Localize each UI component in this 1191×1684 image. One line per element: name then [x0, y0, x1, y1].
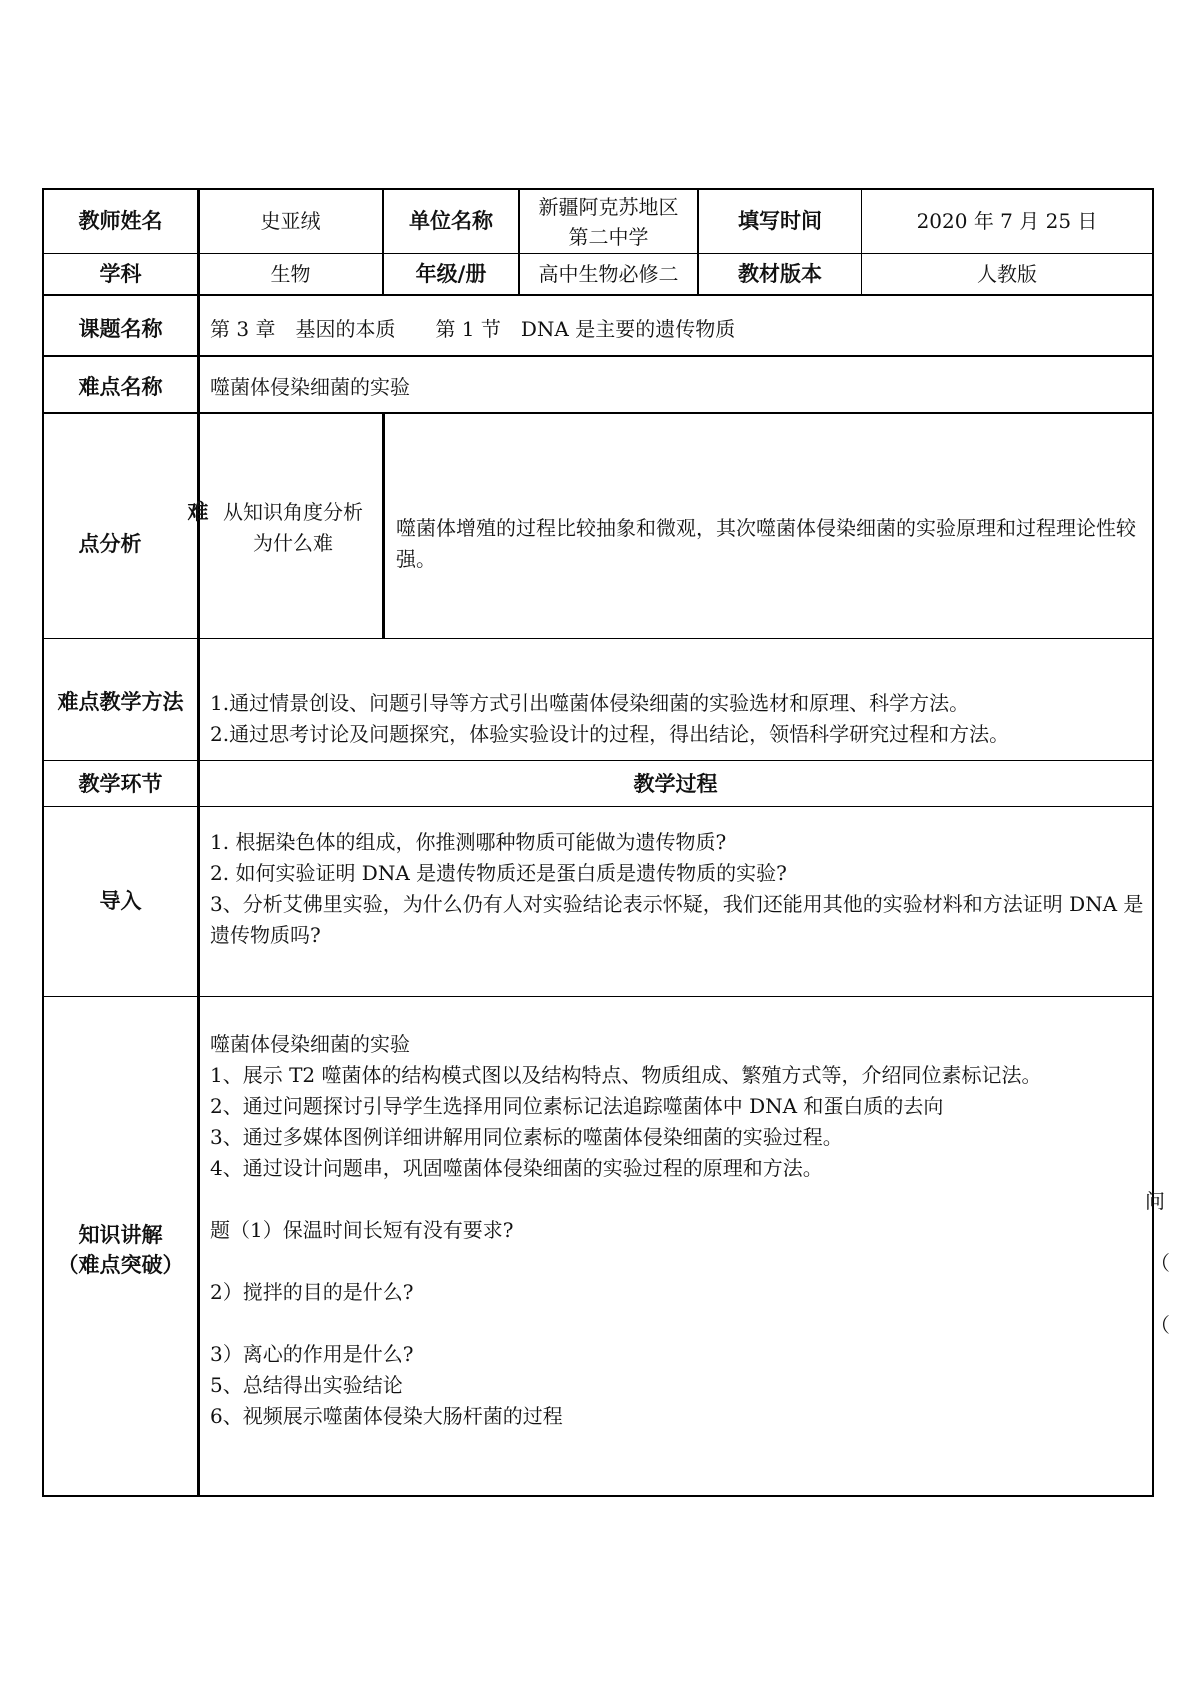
overflow-char-2: （: [1150, 1251, 1170, 1275]
process-title: 教学过程: [633, 772, 718, 796]
subject-value: 生物: [270, 262, 311, 286]
analysis-sub-label-line2: 为什么难: [253, 531, 333, 555]
intro-line2: 2. 如何实验证明 DNA 是遗传物质还是蛋白质是遗传物质的实验?: [210, 861, 787, 885]
topic-value: 第 3 章 基因的本质 第 1 节 DNA 是主要的遗传物质: [210, 317, 736, 341]
border-right: [1152, 188, 1154, 1497]
difficulty-label: 难点名称: [78, 375, 163, 399]
row-sep-5: [42, 638, 1154, 639]
unit-name-label: 单位名称: [409, 209, 493, 233]
process-stage-label: 教学环节: [78, 772, 163, 796]
knowledge-item6: 6、视频展示噬菌体侵染大肠杆菌的过程: [210, 1404, 563, 1428]
intro-label: 导入: [99, 889, 142, 913]
knowledge-label-line2: （难点突破）: [57, 1253, 184, 1277]
topic-label: 课题名称: [78, 317, 163, 341]
overflow-char-1: 问: [1145, 1189, 1165, 1213]
grade-value: 高中生物必修二: [538, 262, 679, 286]
analysis-label-top: 难: [187, 500, 209, 524]
grade-label: 年级/册: [415, 262, 487, 286]
overflow-char-3: （: [1150, 1313, 1170, 1337]
subject-label: 学科: [99, 262, 142, 286]
analysis-label-bottom: 点分析: [78, 532, 142, 556]
knowledge-question3: 3）离心的作用是什么?: [210, 1342, 414, 1366]
difficulty-value: 噬菌体侵染细菌的实验: [210, 375, 410, 399]
knowledge-question1: 题（1）保温时间长短有没有要求?: [210, 1218, 514, 1242]
method-line1: 1.通过情景创设、问题引导等方式引出噬菌体侵染细菌的实验选材和原理、科学方法。: [210, 691, 970, 715]
row-sep-1: [42, 253, 1154, 254]
unit-name-line2: 第二中学: [568, 225, 649, 249]
knowledge-label-line1: 知识讲解: [78, 1223, 163, 1247]
teacher-name-value: 史亚绒: [260, 209, 321, 233]
knowledge-title: 噬菌体侵染细菌的实验: [210, 1032, 410, 1056]
border-label-col: [197, 188, 200, 1497]
textbook-label: 教材版本: [738, 262, 822, 286]
knowledge-item3: 3、通过多媒体图例详细讲解用同位素标的噬菌体侵染细菌的实验过程。: [210, 1125, 843, 1149]
knowledge-item4: 4、通过设计问题串，巩固噬菌体侵染细菌的实验过程的原理和方法。: [210, 1156, 823, 1180]
row-sep-4: [42, 412, 1154, 414]
fill-time-value: 2020 年 7 月 25 日: [916, 209, 1098, 233]
textbook-value: 人教版: [977, 262, 1037, 286]
row-sep-3: [42, 355, 1154, 357]
analysis-content: 噬菌体增殖的过程比较抽象和微观，其次噬菌体侵染细菌的实验原理和过程理论性较强。: [396, 516, 1136, 571]
knowledge-item1: 1、展示 T2 噬菌体的结构模式图以及结构特点、物质组成、繁殖方式等，介绍同位素标记法。: [210, 1063, 1042, 1087]
analysis-sub-label-line1: 从知识角度分析: [223, 500, 363, 524]
knowledge-question2: 2）搅拌的目的是什么?: [210, 1280, 414, 1304]
row-sep-2: [42, 294, 1154, 296]
col-sep-analysis: [382, 413, 385, 639]
method-label: 难点教学方法: [57, 690, 184, 714]
fill-time-label: 填写时间: [738, 209, 822, 233]
border-top: [42, 188, 1154, 190]
border-bottom: [42, 1495, 1154, 1497]
knowledge-item2: 2、通过问题探讨引导学生选择用同位素标记法追踪噬菌体中 DNA 和蛋白质的去向: [210, 1094, 944, 1118]
row-sep-8: [42, 996, 1154, 997]
row-sep-6: [42, 760, 1154, 761]
intro-line3: 3、分析艾佛里实验，为什么仍有人对实验结论表示怀疑，我们还能用其他的实验材料和方法证明 DNA 是遗传物质吗?: [210, 892, 1144, 947]
unit-name-line1: 新疆阿克苏地区: [538, 195, 679, 219]
row-sep-7: [42, 806, 1154, 807]
knowledge-item5: 5、总结得出实验结论: [210, 1373, 403, 1397]
teacher-name-label: 教师姓名: [78, 209, 163, 233]
method-line2: 2.通过思考讨论及问题探究，体验实验设计的过程，得出结论，领悟科学研究过程和方法。: [210, 722, 1010, 746]
intro-line1: 1. 根据染色体的组成，你推测哪种物质可能做为遗传物质?: [210, 830, 727, 854]
